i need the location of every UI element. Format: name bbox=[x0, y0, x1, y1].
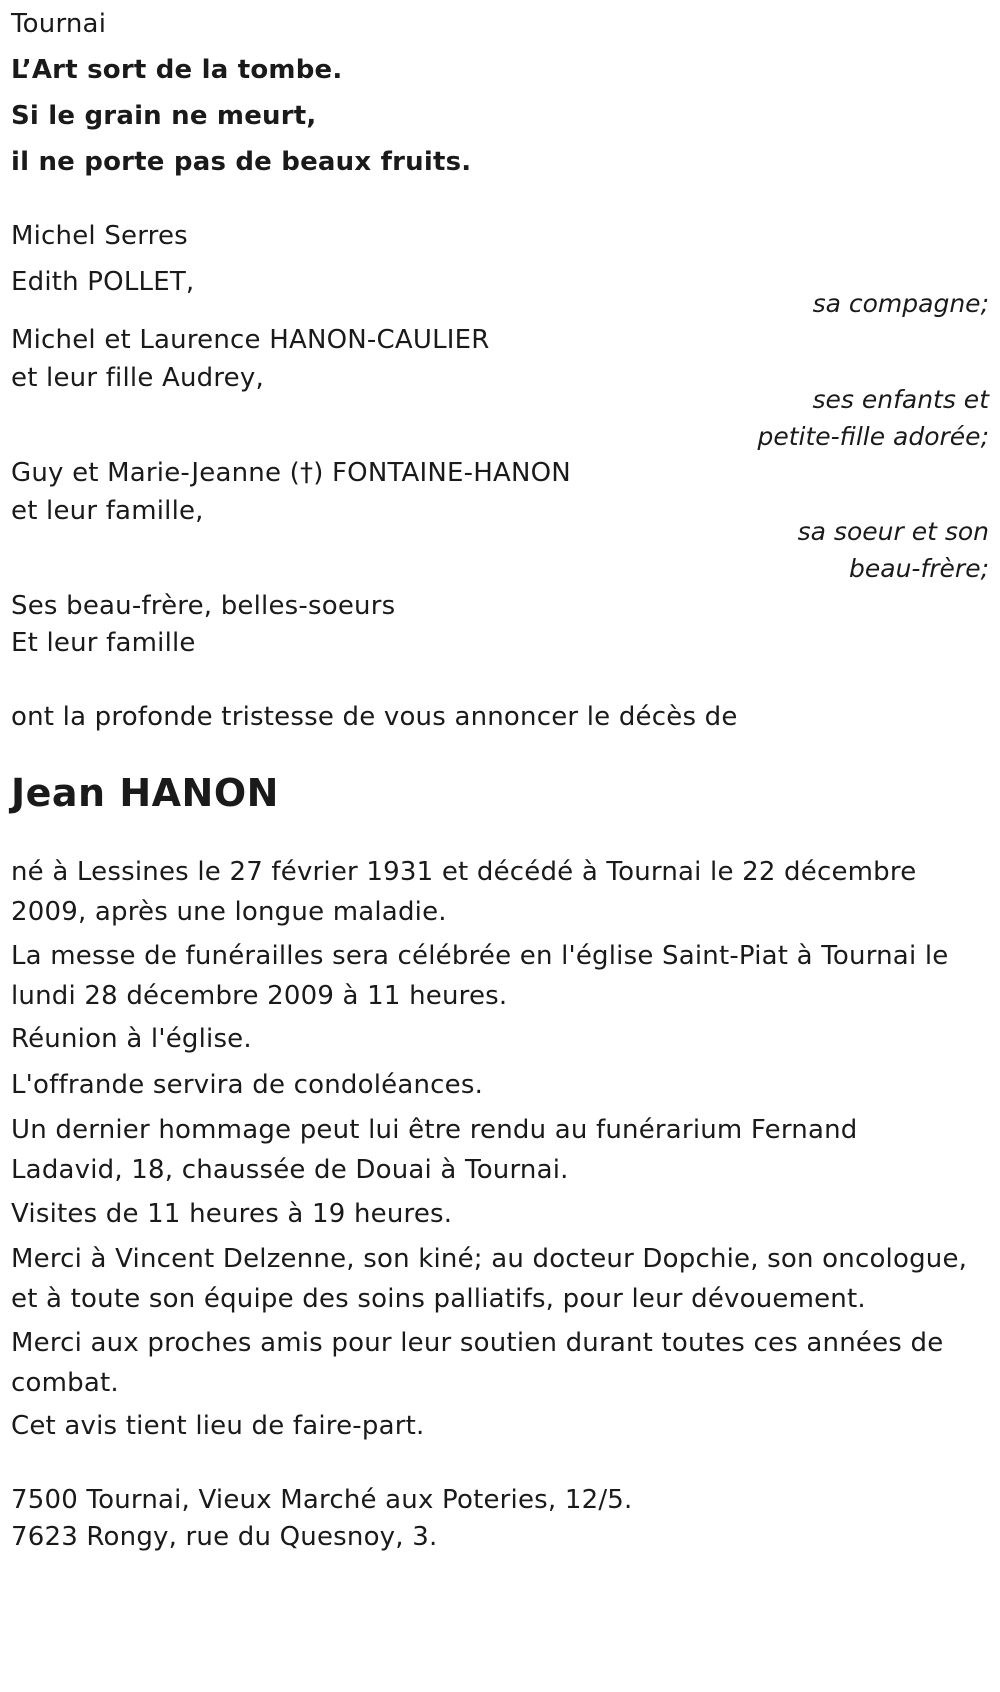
children-line-2: et leur fille Audrey, bbox=[11, 363, 264, 393]
sister-line-2: et leur famille, bbox=[11, 496, 204, 526]
birth-death-paragraph: né à Lessines le 27 février 1931 et décédé à Tournai le 22 décembre 2009, après une longue maladie. bbox=[11, 857, 917, 927]
mass-paragraph: La messe de funérailles sera célébrée en l'église Saint-Piat à Tournai le lundi 28 décembre 2009 à 11 heures. bbox=[11, 941, 949, 1011]
sister-line-1: Guy et Marie-Jeanne (†) FONTAINE-HANON bbox=[11, 458, 571, 488]
partner-name: Edith POLLET, bbox=[11, 267, 195, 297]
deceased-name: Jean HANON bbox=[11, 771, 279, 815]
sister-role-line-2: beau-frère; bbox=[849, 554, 989, 583]
city-label: Tournai bbox=[11, 9, 107, 39]
partner-role: sa compagne; bbox=[812, 289, 989, 318]
children-line-1: Michel et Laurence HANON-CAULIER bbox=[11, 325, 490, 355]
visits-paragraph: Visites de 11 heures à 19 heures. bbox=[11, 1199, 453, 1229]
quote-author: Michel Serres bbox=[11, 221, 188, 251]
inlaws-line-1: Ses beau-frère, belles-soeurs bbox=[11, 591, 396, 621]
meeting-paragraph: Réunion à l'église. bbox=[11, 1024, 252, 1054]
thanks-friends-paragraph: Merci aux proches amis pour leur soutien durant toutes ces années de combat. bbox=[11, 1328, 944, 1398]
inlaws-line-2: Et leur famille bbox=[11, 628, 196, 658]
thanks-care-paragraph: Merci à Vincent Delzenne, son kiné; au docteur Dopchie, son oncologue, et à toute son équipe des soins palliatifs, pour leur dévouement. bbox=[11, 1244, 968, 1314]
tribute-paragraph: Un dernier hommage peut lui être rendu au funérarium Fernand Ladavid, 18, chaussée de Douai à Tournai. bbox=[11, 1115, 858, 1185]
address-line-1: 7500 Tournai, Vieux Marché aux Poteries, 12/5. bbox=[11, 1485, 633, 1515]
offering-paragraph: L'offrande servira de condoléances. bbox=[11, 1070, 484, 1100]
announcement-text: ont la profonde tristesse de vous annoncer le décès de bbox=[11, 702, 738, 732]
children-role-line-1: ses enfants et bbox=[812, 385, 989, 414]
address-line-2: 7623 Rongy, rue du Quesnoy, 3. bbox=[11, 1522, 438, 1552]
quote-line-1: L’Art sort de la tombe. bbox=[11, 55, 343, 85]
children-role-line-2: petite-fille adorée; bbox=[757, 422, 989, 451]
sister-role-line-1: sa soeur et son bbox=[797, 517, 989, 546]
quote-line-2: Si le grain ne meurt, bbox=[11, 101, 317, 131]
notice-paragraph: Cet avis tient lieu de faire-part. bbox=[11, 1411, 425, 1441]
quote-line-3: il ne porte pas de beaux fruits. bbox=[11, 147, 472, 177]
